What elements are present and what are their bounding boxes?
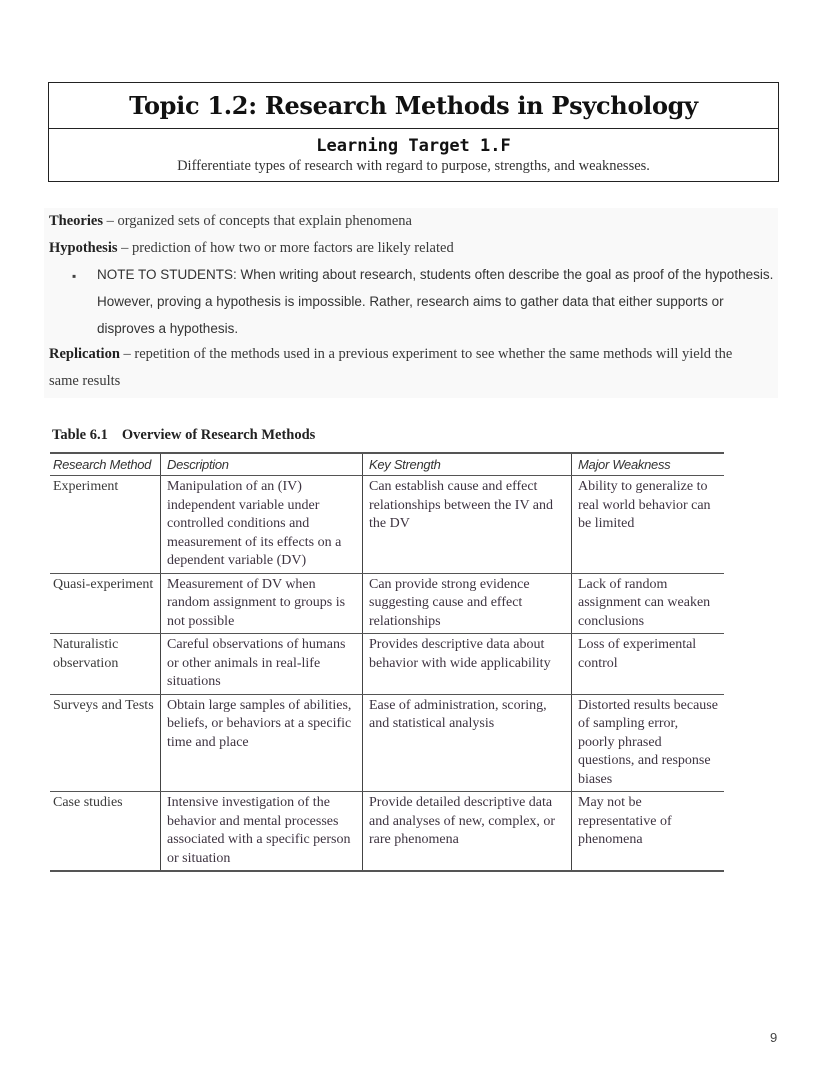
table-title: Overview of Research Methods — [121, 427, 316, 443]
definitions-section — [44, 208, 778, 398]
cell-strength: Can establish cause and effect relationships between the IV and the DV — [363, 476, 572, 574]
header-major-weakness: Major Weakness — [572, 453, 725, 476]
learning-target-section — [49, 129, 778, 175]
cell-description: Manipulation of an (IV) independent variable under controlled conditions and measurement of its effects on a dependent variable (DV) — [161, 476, 363, 574]
learning-target-description: Differentiate types of research with regard to purpose, strengths, and weaknesses. — [177, 158, 650, 174]
table-row — [50, 792, 724, 872]
topic-header-box — [48, 82, 779, 182]
cell-description: Obtain large samples of abilities, beliefs, or behaviors at a specific time and place — [161, 694, 363, 792]
definition-text: – organized sets of concepts that explain phenomena — [102, 213, 412, 229]
cell-weakness: Lack of random assignment can weaken conclusions — [572, 573, 725, 634]
cell-weakness: Ability to generalize to real world behavior can be limited — [572, 476, 725, 574]
table-number: Table 6.1 — [52, 427, 108, 443]
term-hypothesis: Hypothesis — [49, 240, 118, 256]
term-theories: Theories — [49, 213, 103, 229]
note-line: NOTE TO STUDENTS: When writing about research, students often describe the goal as proof of the hypothesis. — [97, 267, 774, 282]
header-research-method: Research Method — [50, 453, 161, 476]
cell-method: Experiment — [50, 476, 161, 574]
cell-strength: Can provide strong evidence suggesting cause and effect relationships — [363, 573, 572, 634]
definition-text: – prediction of how two or more factors are likely related — [117, 240, 454, 256]
cell-description: Intensive investigation of the behavior and mental processes associated with a specific person or situation — [161, 792, 363, 872]
topic-title: Topic 1.2: Research Methods in Psychology — [129, 91, 698, 120]
cell-weakness: Distorted results because of sampling error, poorly phrased questions, and response biases — [572, 694, 725, 792]
cell-weakness: Loss of experimental control — [572, 634, 725, 695]
cell-method: Quasi-experiment — [50, 573, 161, 634]
cell-strength: Provides descriptive data about behavior with wide applicability — [363, 634, 572, 695]
cell-strength: Ease of administration, scoring, and statistical analysis — [363, 694, 572, 792]
cell-method: Naturalistic observation — [50, 634, 161, 695]
definition-text: – repetition of the methods used in a previous experiment to see whether the same methods will yield the — [119, 346, 733, 362]
term-replication: Replication — [49, 346, 120, 362]
definition-hypothesis — [49, 240, 454, 257]
learning-target-title: Learning Target 1.F — [316, 136, 511, 156]
header-key-strength: Key Strength — [363, 453, 572, 476]
cell-description: Measurement of DV when random assignment to groups is not possible — [161, 573, 363, 634]
table-header-row — [50, 453, 724, 476]
cell-weakness: May not be representative of phenomena — [572, 792, 725, 872]
cell-method: Case studies — [50, 792, 161, 872]
definition-replication — [49, 346, 732, 363]
cell-description: Careful observations of humans or other animals in real-life situations — [161, 634, 363, 695]
table-row — [50, 634, 724, 695]
definition-replication-cont: same results — [49, 373, 121, 389]
note-line: However, proving a hypothesis is impossible. Rather, research aims to gather data that either supports or — [97, 294, 724, 309]
research-methods-table — [50, 452, 724, 872]
bullet-icon: ▪ — [72, 269, 77, 283]
table-caption — [52, 427, 315, 444]
table-row — [50, 694, 724, 792]
topic-title-row — [49, 83, 778, 129]
table-row — [50, 573, 724, 634]
page-number: 9 — [770, 1030, 778, 1045]
header-description: Description — [161, 453, 363, 476]
table-row — [50, 476, 724, 574]
cell-method: Surveys and Tests — [50, 694, 161, 792]
note-line: disproves a hypothesis. — [97, 321, 239, 336]
definition-theories — [49, 213, 412, 230]
cell-strength: Provide detailed descriptive data and analyses of new, complex, or rare phenomena — [363, 792, 572, 872]
